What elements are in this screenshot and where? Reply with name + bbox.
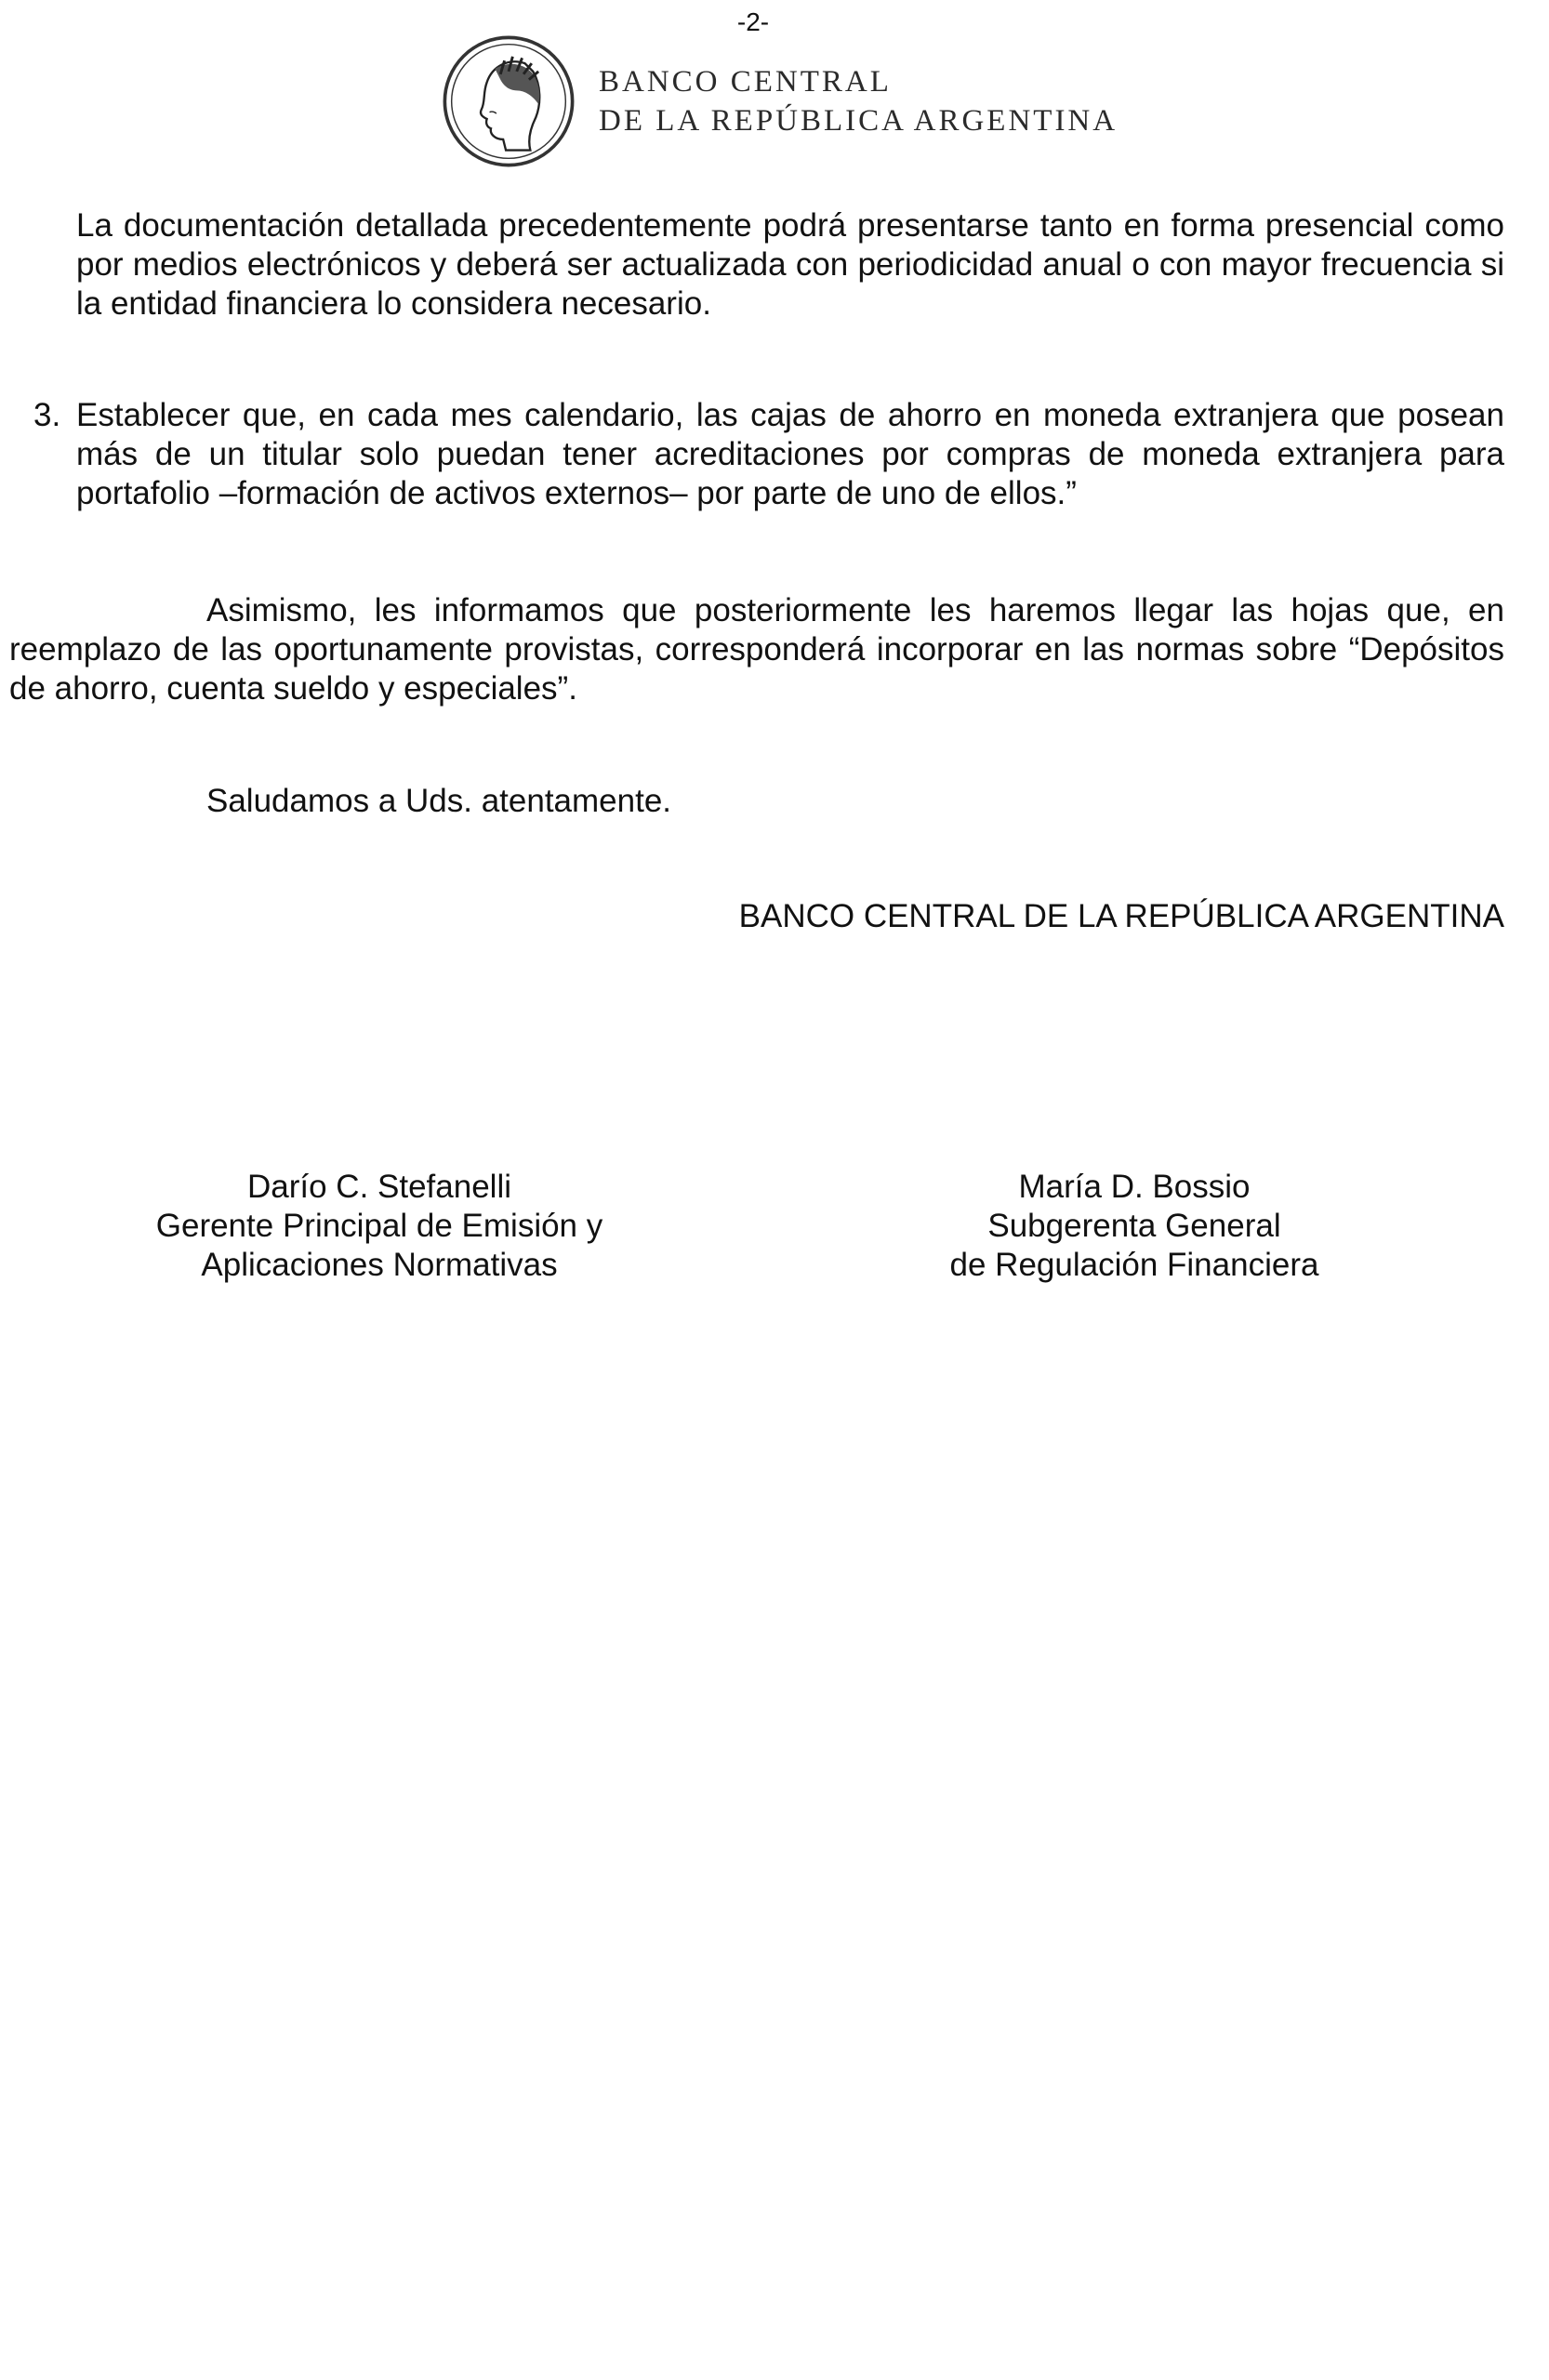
signatory-title-line2: de Regulación Financiera — [949, 1247, 1319, 1283]
closing-salutation: Saludamos a Uds. atentamente. — [206, 783, 672, 819]
paragraph-documentation: La documentación detallada precedentemente podrá presentarse tanto en forma presencial como por medios electrónicos y deberá ser actualizada con periodicidad anual o con mayor frecuencia si la entidad financiera lo considera necesario. — [76, 207, 1504, 322]
bank-name-line1: BANCO CENTRAL — [599, 65, 892, 99]
page-number: -2- — [736, 7, 770, 36]
signature-block-left — [119, 1168, 640, 1285]
signatory-title-line1: Gerente Principal de Emisión y — [155, 1208, 603, 1244]
item-number: 3. — [33, 397, 61, 433]
signatory-title-line2: Aplicaciones Normativas — [201, 1247, 558, 1283]
signature-block-right — [874, 1168, 1395, 1285]
signatory-title-line1: Subgerenta General — [987, 1208, 1281, 1244]
bank-name — [599, 62, 1118, 140]
item-text: Establecer que, en cada mes calendario, las cajas de ahorro en moneda extranjera que posean más de un titular solo puedan tener acreditaciones por compras de moneda extranjera para portafolio –formación de activos externos– por parte de uno de ellos.” — [76, 397, 1504, 511]
numbered-item-3 — [33, 396, 1504, 513]
signatory-name: Darío C. Stefanelli — [246, 1169, 512, 1205]
letterhead — [441, 33, 1118, 169]
bank-name-line2: DE LA REPÚBLICA ARGENTINA — [599, 104, 1119, 138]
effigy-seal-icon — [441, 33, 576, 169]
institution-name: BANCO CENTRAL DE LA REPÚBLICA ARGENTINA — [738, 898, 1504, 934]
signatory-name: María D. Bossio — [1018, 1169, 1251, 1205]
paragraph-additional-info: Asimismo, les informamos que posteriormente les haremos llegar las hojas que, en reemplazo de las oportunamente provistas, corresponderá incorporar en las normas sobre “Depósitos de ahorro, cuenta sueldo y especiales”. — [9, 592, 1504, 707]
